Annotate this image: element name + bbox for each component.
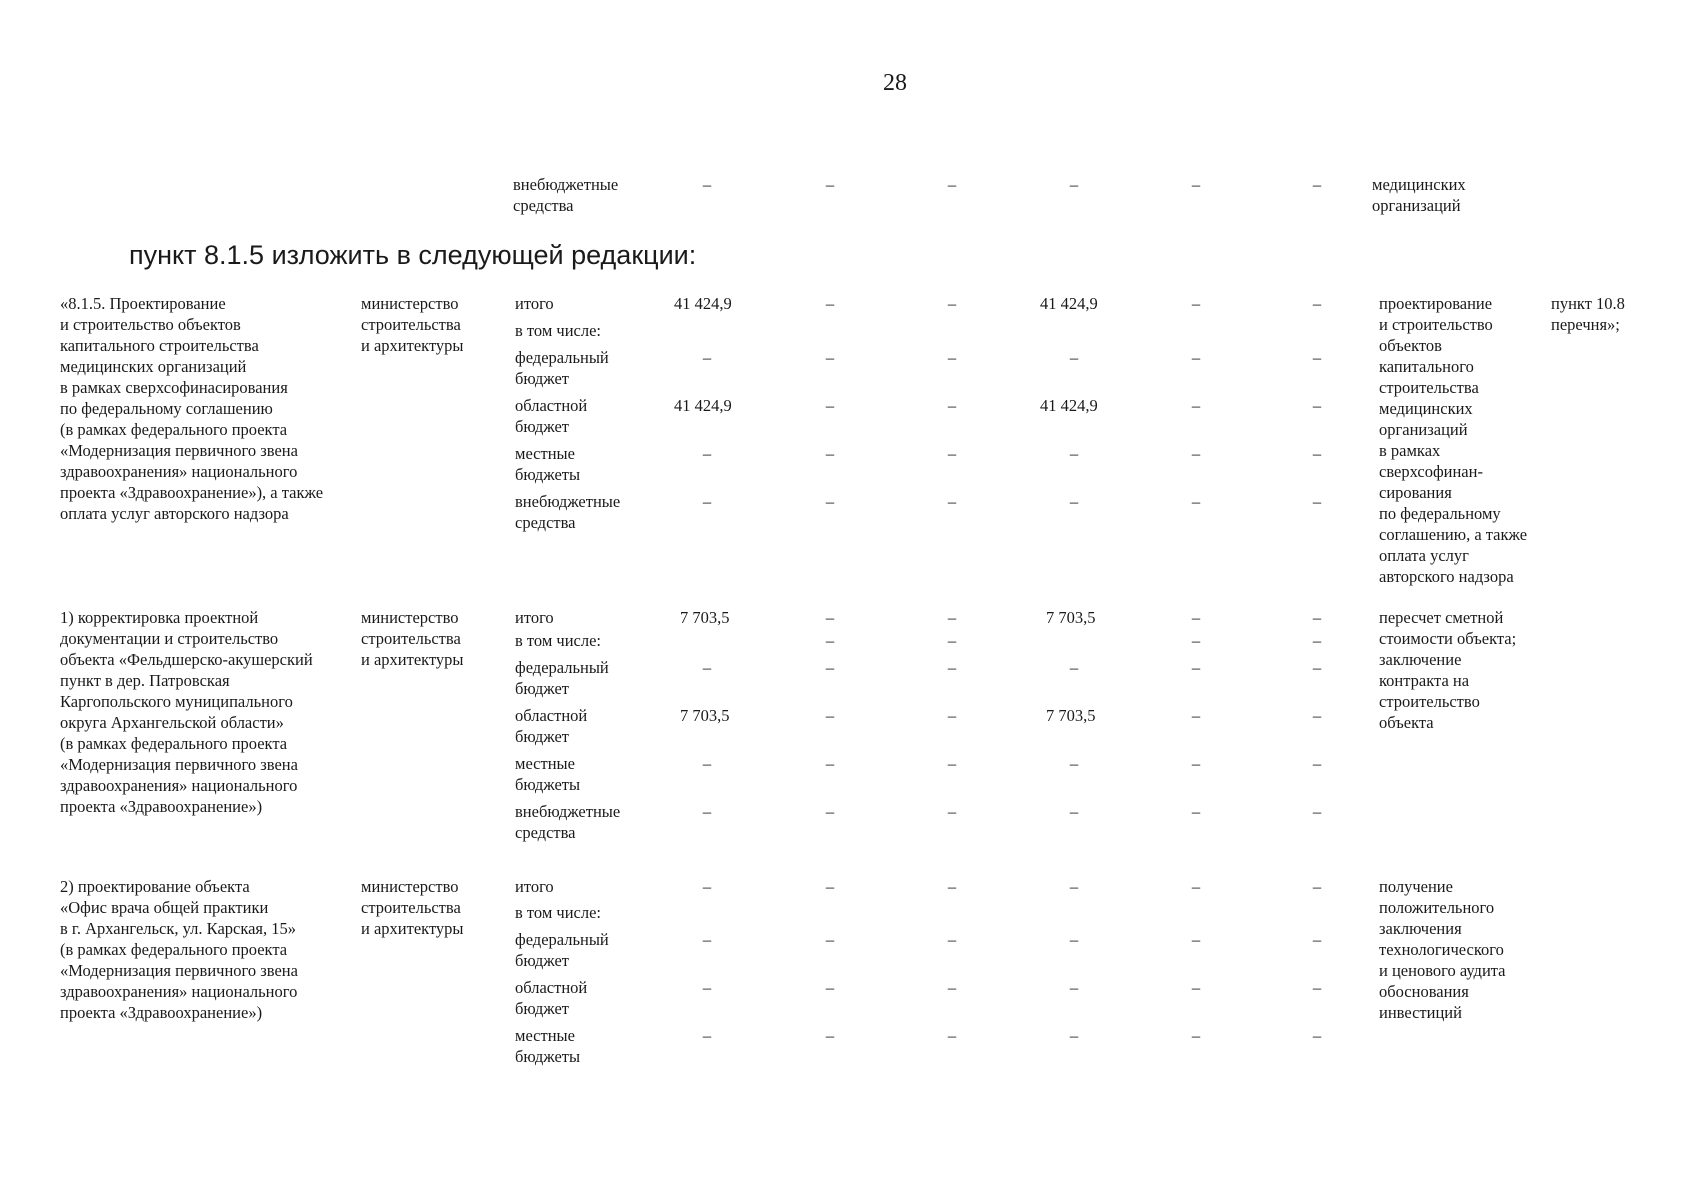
dash: – [1191,294,1201,313]
value-total: 7 703,5 [680,608,730,627]
executor: министерство строительства и архитектуры [361,877,464,938]
dash: – [702,802,712,821]
dash: – [825,396,835,415]
dash: – [947,706,957,725]
dash: – [1312,754,1322,773]
dash: – [702,978,712,997]
dash: – [947,802,957,821]
dash: – [1191,658,1201,677]
dash: – [1191,877,1201,896]
dash: – [1191,706,1201,725]
source-oblast: областной бюджет [515,978,588,1018]
dash: – [1069,492,1079,511]
dash: – [825,877,835,896]
dash: – [1069,802,1079,821]
dash: – [702,444,712,463]
top-fragment-result: медицинских организаций [1372,175,1466,215]
dash: – [947,930,957,949]
dash: – [1312,930,1322,949]
dash: – [825,754,835,773]
dash: – [1191,1026,1201,1045]
dash: – [1191,608,1201,627]
dash: – [1069,348,1079,367]
dash: – [1069,175,1079,194]
dash: – [947,754,957,773]
source-incl: в том числе: [515,321,602,340]
dash: – [825,175,835,194]
dash: – [947,1026,957,1045]
dash: – [947,631,957,650]
expected-result: пересчет сметной стоимости объекта; заключение контракта на строительство объекта [1379,608,1517,732]
source-extra: внебюджетные средства [515,492,621,532]
dash: – [702,877,712,896]
dash: – [1191,492,1201,511]
source-extra: внебюджетные средства [515,802,621,842]
dash: – [947,658,957,677]
dash: – [947,877,957,896]
source-incl: в том числе: [515,631,602,650]
source-local: местные бюджеты [515,754,581,794]
dash: – [825,631,835,650]
dash: – [702,492,712,511]
dash: – [1312,877,1322,896]
value-total: 7 703,5 [680,706,730,725]
dash: – [947,608,957,627]
dash: – [702,348,712,367]
value-total: 41 424,9 [674,396,732,415]
dash: – [825,294,835,313]
dash: – [1191,444,1201,463]
source-local: местные бюджеты [515,1026,581,1066]
dash: – [825,706,835,725]
source-itogo: итого [515,294,554,313]
dash: – [702,658,712,677]
top-fragment-source: внебюджетные средства [513,175,619,215]
dash: – [825,658,835,677]
dash: – [1191,396,1201,415]
source-federal: федеральный бюджет [515,658,609,698]
dash: – [1191,175,1201,194]
dash: – [947,175,957,194]
dash: – [1312,444,1322,463]
dash: – [825,930,835,949]
dash: – [1069,658,1079,677]
page-number: 28 [883,70,907,96]
dash: – [1191,930,1201,949]
dash: – [1312,978,1322,997]
executor: министерство строительства и архитектуры [361,294,464,355]
dash: – [1312,658,1322,677]
dash: – [825,348,835,367]
dash: – [1069,754,1079,773]
dash: – [1069,978,1079,997]
source-oblast: областной бюджет [515,706,588,746]
dash: – [947,294,957,313]
dash: – [1069,1026,1079,1045]
dash: – [702,930,712,949]
dash: – [825,802,835,821]
dash: – [825,1026,835,1045]
dash: – [702,754,712,773]
dash: – [947,978,957,997]
dash: – [825,492,835,511]
dash: – [1312,802,1322,821]
dash: – [1069,444,1079,463]
dash: – [825,978,835,997]
dash: – [702,1026,712,1045]
dash: – [1069,877,1079,896]
measure-title: 1) корректировка проектной документации и строительство объекта «Фельдшерско-акушерский пункт в дер. Патровская Каргопольского муниципального округа Архангельской области» (в рамках федерального проекта «Модернизация первичного звена здравоохранения» национального проекта «Здравоохранение») [60,608,313,816]
dash: – [947,444,957,463]
dash: – [1312,492,1322,511]
dash: – [1312,348,1322,367]
dash: – [1191,631,1201,650]
dash: – [947,396,957,415]
source-itogo: итого [515,877,554,896]
dash: – [1312,294,1322,313]
dash: – [1191,754,1201,773]
value-year: 41 424,9 [1040,396,1098,415]
value-total: 41 424,9 [674,294,732,313]
executor: министерство строительства и архитектуры [361,608,464,669]
dash: – [1191,978,1201,997]
value-year: 7 703,5 [1046,608,1096,627]
dash: – [1312,706,1322,725]
source-federal: федеральный бюджет [515,348,609,388]
measure-title: 2) проектирование объекта «Офис врача общей практики в г. Архангельск, ул. Карская, 15» (в рамках федерального проекта «Модернизация первичного звена здравоохранения» национального проекта «Здравоохранение») [60,877,298,1022]
indicator-link: пункт 10.8 перечня»; [1551,294,1625,334]
dash: – [825,444,835,463]
dash: – [947,492,957,511]
dash: – [1191,802,1201,821]
dash: – [1191,348,1201,367]
expected-result: проектирование и строительство объектов капитального строительства медицинских организаций в рамках сверхсофинан- сирования по федеральному соглашению, а также оплата услуг авторского надзора [1379,294,1528,586]
value-year: 41 424,9 [1040,294,1098,313]
dash: – [1069,930,1079,949]
source-itogo: итого [515,608,554,627]
measure-title: «8.1.5. Проектирование и строительство объектов капитального строительства медицинских организаций в рамках сверхсофинасирования по федеральному соглашению (в рамках федерального проекта «Модернизация первичного звена здравоохранения» национального проекта «Здравоохранение»), а также оплата услуг авторского надзора [60,294,324,523]
dash: – [1312,608,1322,627]
dash: – [1312,175,1322,194]
dash: – [1312,396,1322,415]
dash: – [825,608,835,627]
value-year: 7 703,5 [1046,706,1096,725]
source-incl: в том числе: [515,903,602,922]
dash: – [1312,1026,1322,1045]
dash: – [947,348,957,367]
amendment-instruction: пункт 8.1.5 изложить в следующей редакции: [129,240,697,270]
dash: – [702,175,712,194]
expected-result: получение положительного заключения технологического и ценового аудита обоснования инвестиций [1379,877,1506,1022]
source-oblast: областной бюджет [515,396,588,436]
source-local: местные бюджеты [515,444,581,484]
source-federal: федеральный бюджет [515,930,609,970]
dash: – [1312,631,1322,650]
